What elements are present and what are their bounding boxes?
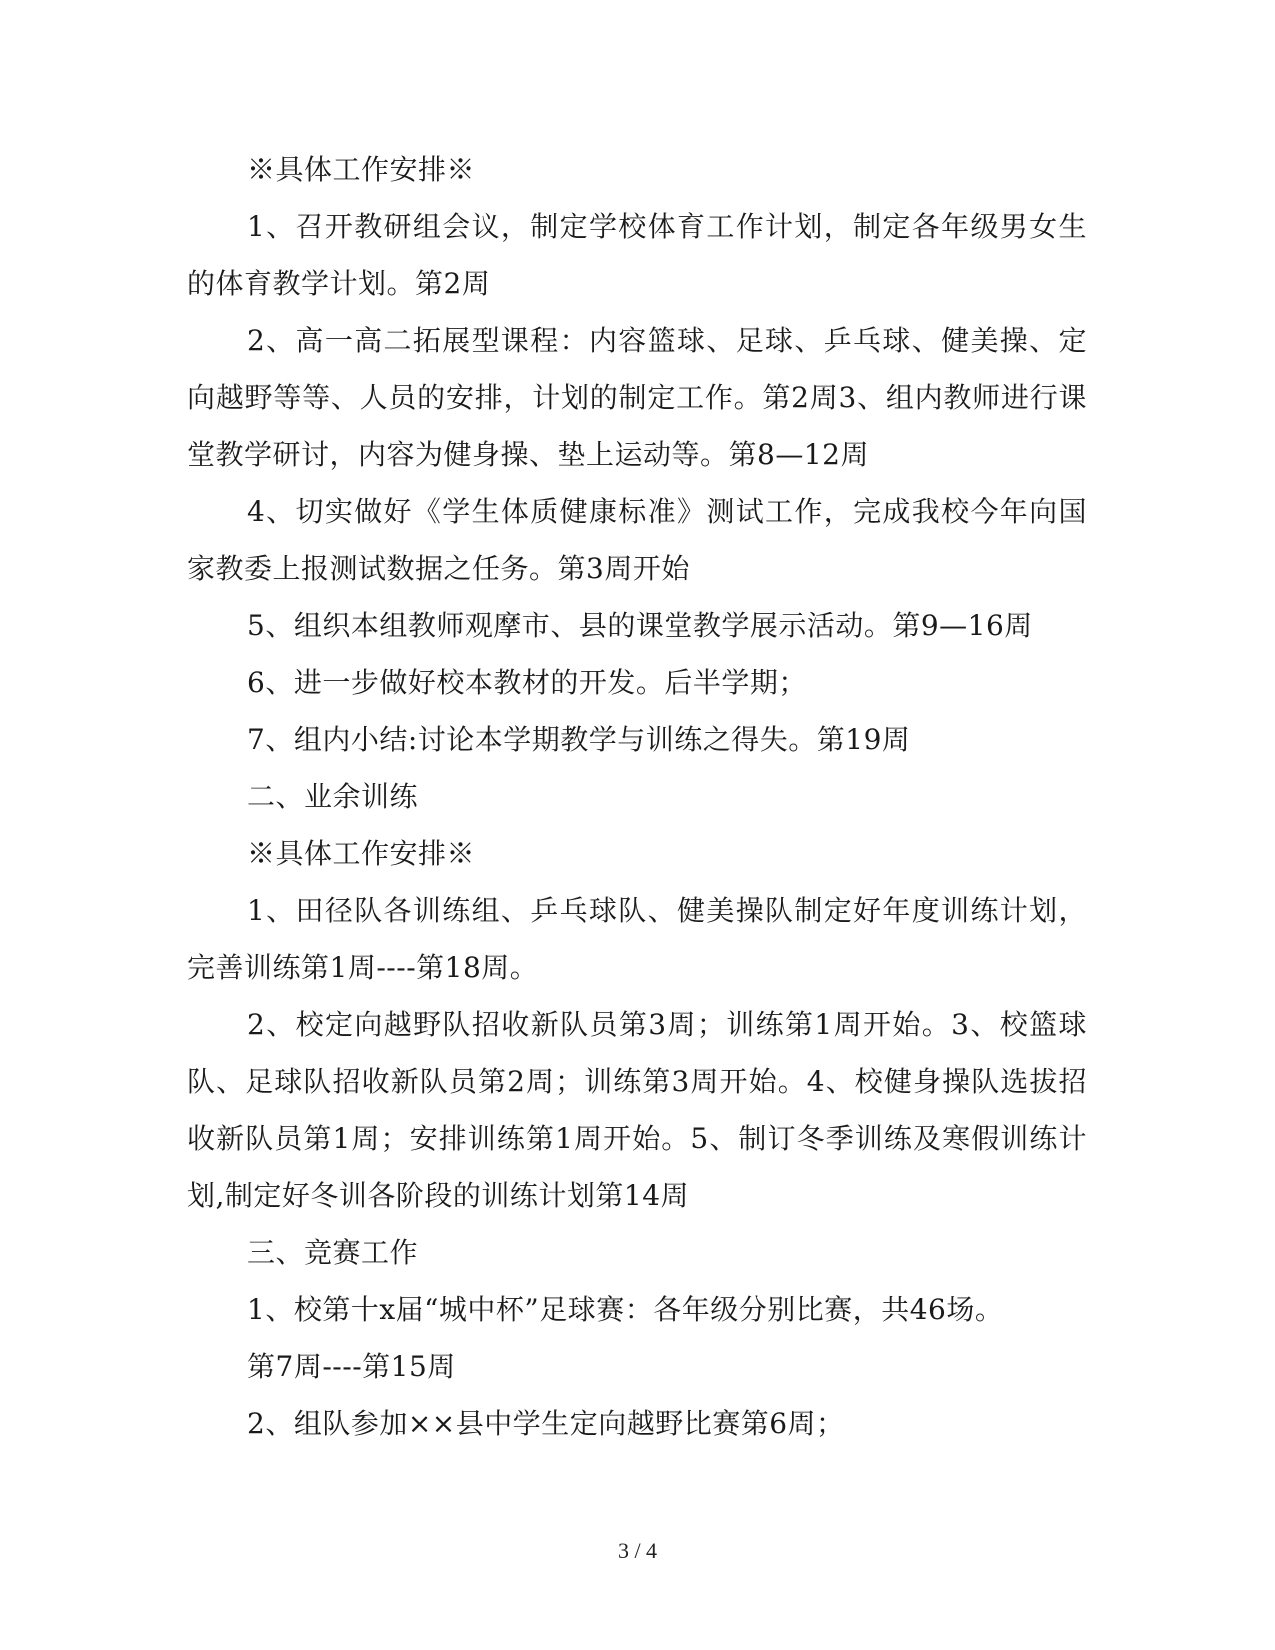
section-heading-work-arrangement: ※具体工作安排※: [247, 153, 476, 186]
paragraph-competition-2: 2、组队参加××县中学生定向越野比赛第6周；: [247, 1407, 845, 1440]
paragraph-item-7: 7、组内小结:讨论本学期教学与训练之得失。第19周: [247, 723, 911, 756]
paragraph-competition-1: 1、校第十x届“城中杯”足球赛：各年级分别比赛，共46场。: [247, 1293, 1004, 1326]
section-heading-amateur-training: 二、业余训练: [247, 780, 419, 813]
paragraph-training-2-5: 2、校定向越野队招收新队员第3周；训练第1周开始。3、校篮球队、足球队招收新队员第2周；训练第3周开始。4、校健身操队选拔招收新队员第1周；安排训练第1周开始。5、制订冬季训练及寒假训练计划,制定好冬训各阶段的训练计划第14周: [187, 1008, 1087, 1212]
paragraph-competition-1-weeks: 第7周----第15周: [247, 1350, 456, 1383]
paragraph-item-4: 4、切实做好《学生体质健康标准》测试工作，完成我校今年向国家教委上报测试数据之任务。第3周开始: [187, 495, 1087, 585]
paragraph-item-5: 5、组织本组教师观摩市、县的课堂教学展示活动。第9—16周: [247, 609, 1033, 642]
section-heading-work-arrangement-2: ※具体工作安排※: [247, 837, 476, 870]
document-body: [187, 141, 1087, 1452]
paragraph-item-1: 1、召开教研组会议，制定学校体育工作计划，制定各年级男女生的体育教学计划。第2周: [187, 210, 1087, 300]
section-heading-competition: 三、竞赛工作: [247, 1236, 419, 1269]
paragraph-item-2-3: 2、高一高二拓展型课程：内容篮球、足球、乒乓球、健美操、定向越野等等、人员的安排，计划的制定工作。第2周3、组内教师进行课堂教学研讨，内容为健身操、垫上运动等。第8—12周: [187, 324, 1087, 471]
paragraph-item-6: 6、进一步做好校本教材的开发。后半学期；: [247, 666, 807, 699]
page-number: 3 / 4: [617, 1538, 658, 1563]
paragraph-training-1: 1、田径队各训练组、乒乓球队、健美操队制定好年度训练计划，完善训练第1周----第18周。: [187, 894, 1087, 984]
